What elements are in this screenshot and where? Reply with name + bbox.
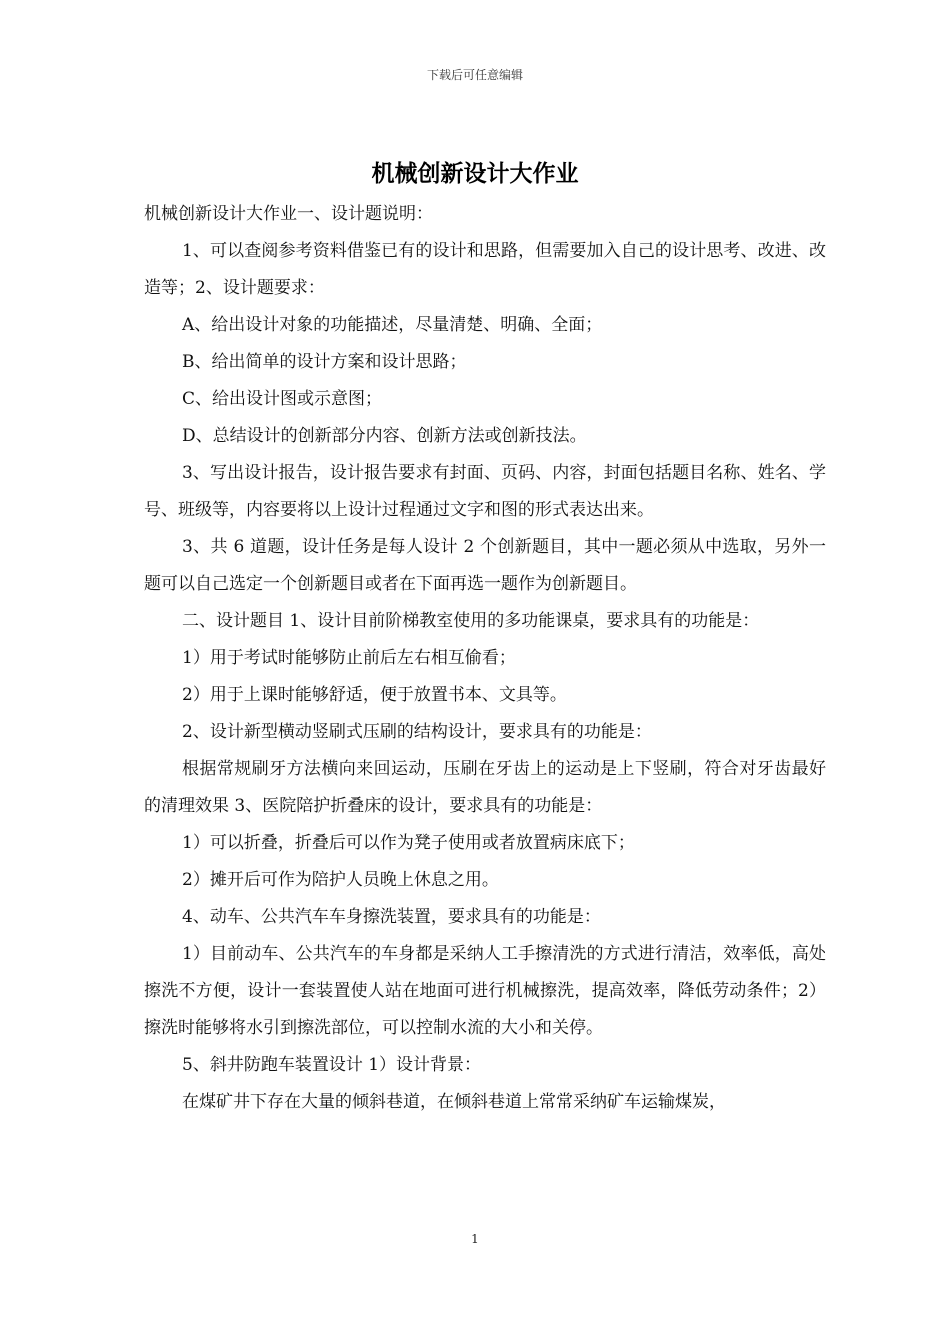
document-body [144,196,826,1121]
paragraph: C、给出设计图或示意图； [182,389,383,409]
paragraph: 1）可以折叠，折叠后可以作为凳子使用或者放置病床底下； [182,833,635,853]
paragraph: 1）目前动车、公共汽车的车身都是采纳人工手擦清洗的方式进行清洁，效率低，高处擦洗不方便，设计一套装置使人站在地面可进行机械擦洗，提高效率，降低劳动条件；2）擦洗时能够将水引到擦洗部位，可以控制水流的大小和关停。 [144,944,826,1038]
paragraph: 1）用于考试时能够防止前后左右相互偷看； [182,648,516,668]
paragraph: 根据常规刷牙方法横向来回运动，压刷在牙齿上的运动是上下竖刷，符合对牙齿最好的清理效果 3、医院陪护折叠床的设计，要求具有的功能是： [144,759,826,816]
paragraph: 1、可以查阅参考资料借鉴已有的设计和思路，但需要加入自己的设计思考、改进、改造等；2、设计题要求： [144,241,826,298]
paragraph: A、给出设计对象的功能描述，尽量清楚、明确、全面； [182,315,603,335]
paragraph: 2）摊开后可作为陪护人员晚上休息之用。 [182,870,499,890]
paragraph: 5、斜井防跑车装置设计 1）设计背景： [182,1055,482,1075]
paragraph: B、给出简单的设计方案和设计思路； [182,352,467,372]
paragraph: D、总结设计的创新部分内容、创新方法或创新技法。 [182,426,587,446]
page-number: 1 [471,1232,479,1246]
paragraph: 4、动车、公共汽车车身擦洗装置，要求具有的功能是： [182,907,601,927]
paragraph: 2、设计新型横动竖刷式压刷的结构设计，要求具有的功能是： [182,722,652,742]
document-title: 机械创新设计大作业 [371,161,579,187]
paragraph: 3、共 6 道题，设计任务是每人设计 2 个创新题目，其中一题必须从中选取，另外一题可以自己选定一个创新题目或者在下面再选一题作为创新题目。 [144,537,826,594]
page-header: 下载后可任意编辑 [426,68,523,82]
paragraph: 二、设计题目 1、设计目前阶梯教室使用的多功能课桌，要求具有的功能是： [182,611,760,631]
paragraph-intro: 机械创新设计大作业一、设计题说明： [144,204,433,224]
paragraph: 在煤矿井下存在大量的倾斜巷道，在倾斜巷道上常常采纳矿车运输煤炭， [182,1092,726,1112]
paragraph: 3、写出设计报告，设计报告要求有封面、页码、内容，封面包括题目名称、姓名、学号、班级等，内容要将以上设计过程通过文字和图的形式表达出来。 [144,463,826,520]
paragraph: 2）用于上课时能够舒适，便于放置书本、文具等。 [182,685,567,705]
